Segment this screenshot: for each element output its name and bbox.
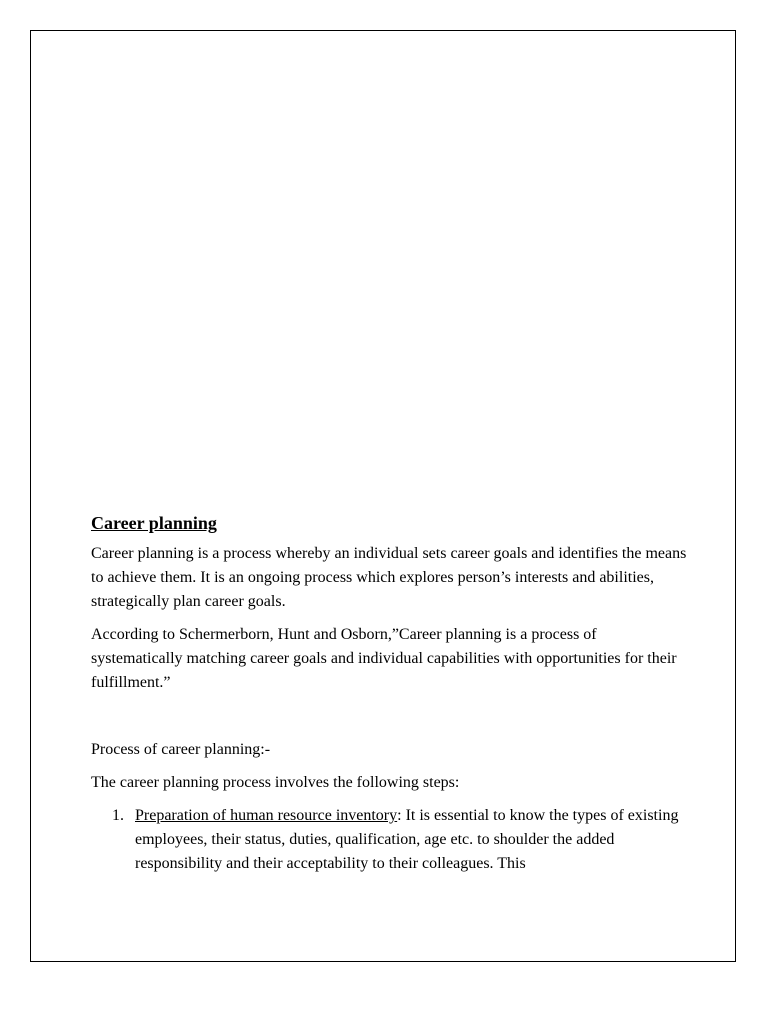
step-text: : It is essential to know the types of existing employees, their status, duties, qualification, age etc. to shoulder the added responsibility and their acceptability to their colleagues. This: [135, 807, 679, 872]
section-heading: Career planning: [91, 513, 217, 533]
quote-paragraph: According to Schermerborn, Hunt and Osborn,”Career planning is a process of systematically matching career goals and individual capabilities with opportunities for their fulfillment.”: [91, 626, 677, 691]
paragraph-spacer: [91, 704, 691, 738]
step-title: Preparation of human resource inventory: [135, 807, 398, 824]
step-number: 1.: [112, 807, 124, 824]
definition-paragraph: Career planning is a process whereby an individual sets career goals and identifies the means to achieve them. It is an ongoing process which explores person’s interests and abilities, strategically plan career goals.: [91, 545, 687, 610]
document-body: [91, 510, 691, 876]
list-item: [91, 804, 691, 876]
steps-list: [91, 804, 691, 876]
process-heading: Process of career planning:-: [91, 741, 271, 758]
steps-intro: The career planning process involves the following steps:: [91, 774, 460, 791]
